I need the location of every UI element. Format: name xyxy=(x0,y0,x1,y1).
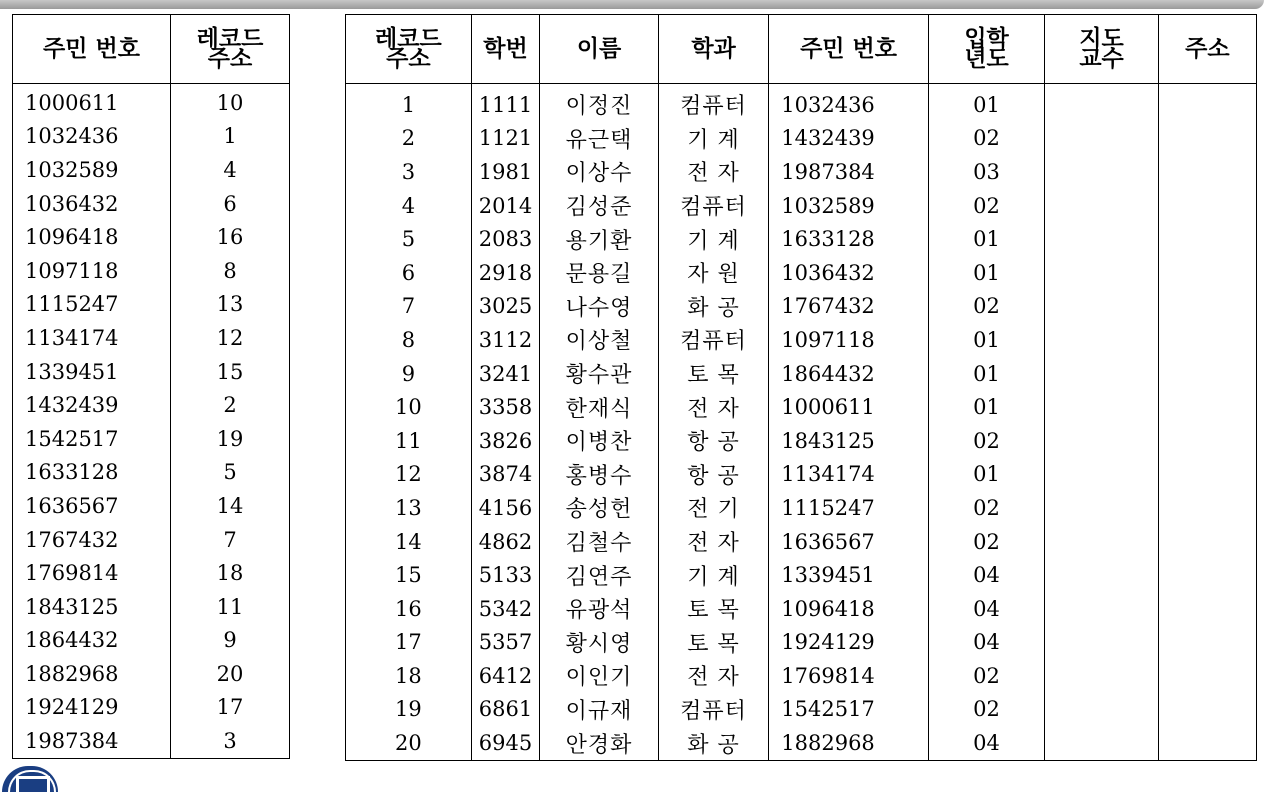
header-line: 주소 xyxy=(207,46,253,72)
cell-admission-year: 02 xyxy=(928,693,1045,727)
cell-record-address: 11 xyxy=(346,424,472,458)
index-cell-ssn: 1096418 xyxy=(13,220,171,254)
cell-admission-year: 02 xyxy=(928,525,1045,559)
cell-ssn: 1987384 xyxy=(769,155,929,189)
cell-address xyxy=(1158,558,1256,592)
cell-admission-year: 01 xyxy=(928,357,1045,391)
cell-record-address: 15 xyxy=(346,558,472,592)
index-cell-ssn: 1767432 xyxy=(13,523,171,557)
cell-ssn: 1134174 xyxy=(769,458,929,492)
cell-record-address: 19 xyxy=(346,693,472,727)
table-row xyxy=(346,84,1257,122)
cell-record-address: 4 xyxy=(346,189,472,223)
index-row xyxy=(13,220,290,254)
index-cell-record-address: 6 xyxy=(171,187,290,221)
cell-advisor xyxy=(1045,390,1158,424)
index-cell-record-address: 3 xyxy=(171,724,290,758)
cell-student-id: 3358 xyxy=(471,390,540,424)
index-header-ssn: 주민 번호 xyxy=(13,15,171,84)
cell-ssn: 1036432 xyxy=(769,256,929,290)
cell-student-id: 6412 xyxy=(471,659,540,693)
cell-name: 문용길 xyxy=(540,256,659,290)
cell-name: 한재식 xyxy=(540,390,659,424)
table-row xyxy=(346,693,1257,727)
cell-department: 자 원 xyxy=(658,256,768,290)
cell-advisor xyxy=(1045,626,1158,660)
university-emblem-icon xyxy=(2,766,58,792)
index-cell-record-address: 16 xyxy=(171,220,290,254)
cell-admission-year: 01 xyxy=(928,390,1045,424)
cell-department: 기 계 xyxy=(658,122,768,156)
table-row xyxy=(346,122,1257,156)
index-header-record-address xyxy=(171,15,290,84)
cell-student-id: 5357 xyxy=(471,626,540,660)
table-row xyxy=(346,726,1257,760)
index-cell-ssn: 1115247 xyxy=(13,288,171,322)
cell-advisor xyxy=(1045,424,1158,458)
cell-advisor xyxy=(1045,525,1158,559)
cell-admission-year: 04 xyxy=(928,592,1045,626)
index-row xyxy=(13,288,290,322)
cell-advisor xyxy=(1045,357,1158,391)
cell-address xyxy=(1158,525,1256,559)
index-row xyxy=(13,556,290,590)
main-header-student-id: 학번 xyxy=(471,15,540,84)
index-row xyxy=(13,657,290,691)
index-row xyxy=(13,489,290,523)
cell-advisor xyxy=(1045,256,1158,290)
cell-advisor xyxy=(1045,189,1158,223)
index-cell-record-address: 2 xyxy=(171,388,290,422)
cell-name: 이인기 xyxy=(540,659,659,693)
index-cell-record-address: 15 xyxy=(171,355,290,389)
cell-address xyxy=(1158,592,1256,626)
cell-name: 안경화 xyxy=(540,726,659,760)
cell-name: 홍병수 xyxy=(540,458,659,492)
cell-advisor xyxy=(1045,693,1158,727)
cell-advisor xyxy=(1045,290,1158,324)
cell-department: 전 기 xyxy=(658,491,768,525)
header-line: 레코드 xyxy=(196,26,264,52)
table-row xyxy=(346,390,1257,424)
cell-record-address: 17 xyxy=(346,626,472,660)
cell-ssn: 1542517 xyxy=(769,693,929,727)
cell-department: 컴퓨터 xyxy=(658,323,768,357)
cell-admission-year: 02 xyxy=(928,189,1045,223)
index-row xyxy=(13,724,290,758)
cell-advisor xyxy=(1045,558,1158,592)
index-cell-record-address: 9 xyxy=(171,624,290,658)
cell-student-id: 2918 xyxy=(471,256,540,290)
cell-record-address: 1 xyxy=(346,84,472,122)
cell-record-address: 3 xyxy=(346,155,472,189)
index-row xyxy=(13,523,290,557)
cell-student-id: 4862 xyxy=(471,525,540,559)
main-header-admission-year: 입학 년도 xyxy=(928,15,1045,84)
cell-name: 이규재 xyxy=(540,693,659,727)
cell-admission-year: 01 xyxy=(928,323,1045,357)
table-row xyxy=(346,491,1257,525)
index-cell-record-address: 8 xyxy=(171,254,290,288)
cell-ssn: 1924129 xyxy=(769,626,929,660)
cell-department: 컴퓨터 xyxy=(658,84,768,122)
cell-student-id: 5342 xyxy=(471,592,540,626)
cell-address xyxy=(1158,491,1256,525)
cell-student-id: 5133 xyxy=(471,558,540,592)
table-row xyxy=(346,424,1257,458)
index-cell-ssn: 1097118 xyxy=(13,254,171,288)
cell-student-id: 3826 xyxy=(471,424,540,458)
main-header-record-address: 레코드 주소 xyxy=(346,15,472,84)
cell-address xyxy=(1158,189,1256,223)
cell-admission-year: 01 xyxy=(928,256,1045,290)
index-cell-ssn: 1032589 xyxy=(13,153,171,187)
cell-student-id: 6945 xyxy=(471,726,540,760)
cell-address xyxy=(1158,726,1256,760)
cell-department: 전 자 xyxy=(658,155,768,189)
cell-address xyxy=(1158,122,1256,156)
index-table xyxy=(12,14,290,759)
table-row xyxy=(346,222,1257,256)
cell-department: 컴퓨터 xyxy=(658,693,768,727)
cell-name: 송성헌 xyxy=(540,491,659,525)
main-header-row xyxy=(346,15,1257,84)
cell-student-id: 3025 xyxy=(471,290,540,324)
cell-department: 항 공 xyxy=(658,424,768,458)
index-row xyxy=(13,254,290,288)
table-row xyxy=(346,626,1257,660)
cell-record-address: 12 xyxy=(346,458,472,492)
index-cell-ssn: 1000611 xyxy=(13,84,171,120)
cell-advisor xyxy=(1045,155,1158,189)
cell-ssn: 1432439 xyxy=(769,122,929,156)
cell-ssn: 1767432 xyxy=(769,290,929,324)
cell-name: 황수관 xyxy=(540,357,659,391)
cell-name: 이병찬 xyxy=(540,424,659,458)
cell-ssn: 1032589 xyxy=(769,189,929,223)
cell-advisor xyxy=(1045,84,1158,122)
cell-admission-year: 04 xyxy=(928,626,1045,660)
cell-advisor xyxy=(1045,323,1158,357)
student-records-table xyxy=(345,14,1257,761)
table-row xyxy=(346,155,1257,189)
cell-address xyxy=(1158,256,1256,290)
cell-name: 유근택 xyxy=(540,122,659,156)
index-row xyxy=(13,590,290,624)
title-bar-strip xyxy=(0,0,1264,9)
index-cell-record-address: 20 xyxy=(171,657,290,691)
cell-record-address: 14 xyxy=(346,525,472,559)
table-row xyxy=(346,525,1257,559)
cell-address xyxy=(1158,693,1256,727)
cell-record-address: 8 xyxy=(346,323,472,357)
table-row xyxy=(346,592,1257,626)
table-row xyxy=(346,323,1257,357)
cell-record-address: 18 xyxy=(346,659,472,693)
cell-ssn: 1339451 xyxy=(769,558,929,592)
index-row xyxy=(13,691,290,725)
cell-record-address: 9 xyxy=(346,357,472,391)
cell-admission-year: 01 xyxy=(928,458,1045,492)
index-cell-ssn: 1432439 xyxy=(13,388,171,422)
cell-ssn: 1864432 xyxy=(769,357,929,391)
cell-name: 김성준 xyxy=(540,189,659,223)
cell-name: 이상수 xyxy=(540,155,659,189)
cell-advisor xyxy=(1045,592,1158,626)
cell-address xyxy=(1158,424,1256,458)
cell-department: 기 계 xyxy=(658,222,768,256)
table-row xyxy=(346,189,1257,223)
cell-ssn: 1633128 xyxy=(769,222,929,256)
cell-ssn: 1882968 xyxy=(769,726,929,760)
index-cell-record-address: 4 xyxy=(171,153,290,187)
cell-name: 김철수 xyxy=(540,525,659,559)
cell-department: 토 목 xyxy=(658,357,768,391)
index-header-row xyxy=(13,15,290,84)
cell-admission-year: 04 xyxy=(928,726,1045,760)
index-cell-ssn: 1769814 xyxy=(13,556,171,590)
table-row xyxy=(346,290,1257,324)
index-cell-record-address: 5 xyxy=(171,456,290,490)
cell-ssn: 1097118 xyxy=(769,323,929,357)
index-cell-record-address: 17 xyxy=(171,691,290,725)
index-row xyxy=(13,321,290,355)
cell-department: 토 목 xyxy=(658,626,768,660)
index-cell-record-address: 18 xyxy=(171,556,290,590)
cell-advisor xyxy=(1045,491,1158,525)
cell-admission-year: 02 xyxy=(928,290,1045,324)
cell-record-address: 5 xyxy=(346,222,472,256)
index-cell-ssn: 1924129 xyxy=(13,691,171,725)
cell-name: 이상철 xyxy=(540,323,659,357)
index-cell-record-address: 13 xyxy=(171,288,290,322)
cell-address xyxy=(1158,222,1256,256)
index-cell-ssn: 1864432 xyxy=(13,624,171,658)
index-cell-record-address: 14 xyxy=(171,489,290,523)
index-cell-ssn: 1542517 xyxy=(13,422,171,456)
cell-student-id: 2083 xyxy=(471,222,540,256)
cell-student-id: 1111 xyxy=(471,84,540,122)
cell-record-address: 2 xyxy=(346,122,472,156)
cell-department: 전 자 xyxy=(658,525,768,559)
cell-advisor xyxy=(1045,726,1158,760)
cell-record-address: 16 xyxy=(346,592,472,626)
cell-student-id: 6861 xyxy=(471,693,540,727)
cell-department: 토 목 xyxy=(658,592,768,626)
index-cell-record-address: 12 xyxy=(171,321,290,355)
main-header-address: 주소 xyxy=(1158,15,1256,84)
cell-name: 황시영 xyxy=(540,626,659,660)
index-cell-ssn: 1987384 xyxy=(13,724,171,758)
cell-student-id: 1981 xyxy=(471,155,540,189)
cell-admission-year: 02 xyxy=(928,491,1045,525)
cell-student-id: 3241 xyxy=(471,357,540,391)
cell-department: 기 계 xyxy=(658,558,768,592)
index-cell-record-address: 1 xyxy=(171,120,290,154)
index-row xyxy=(13,456,290,490)
main-header-name: 이름 xyxy=(540,15,659,84)
cell-admission-year: 03 xyxy=(928,155,1045,189)
cell-department: 화 공 xyxy=(658,290,768,324)
cell-admission-year: 02 xyxy=(928,122,1045,156)
cell-ssn: 1769814 xyxy=(769,659,929,693)
index-row xyxy=(13,187,290,221)
index-cell-ssn: 1036432 xyxy=(13,187,171,221)
cell-admission-year: 02 xyxy=(928,659,1045,693)
cell-department: 전 자 xyxy=(658,659,768,693)
cell-student-id: 3112 xyxy=(471,323,540,357)
index-row xyxy=(13,624,290,658)
cell-record-address: 13 xyxy=(346,491,472,525)
index-cell-ssn: 1633128 xyxy=(13,456,171,490)
index-cell-record-address: 11 xyxy=(171,590,290,624)
cell-ssn: 1843125 xyxy=(769,424,929,458)
cell-student-id: 3874 xyxy=(471,458,540,492)
index-row xyxy=(13,120,290,154)
index-row xyxy=(13,84,290,120)
index-cell-ssn: 1843125 xyxy=(13,590,171,624)
index-cell-record-address: 10 xyxy=(171,84,290,120)
cell-address xyxy=(1158,659,1256,693)
cell-advisor xyxy=(1045,222,1158,256)
cell-address xyxy=(1158,290,1256,324)
index-row xyxy=(13,422,290,456)
cell-record-address: 20 xyxy=(346,726,472,760)
cell-ssn: 1636567 xyxy=(769,525,929,559)
index-row xyxy=(13,153,290,187)
index-cell-ssn: 1134174 xyxy=(13,321,171,355)
cell-ssn: 1000611 xyxy=(769,390,929,424)
cell-address xyxy=(1158,357,1256,391)
index-cell-ssn: 1882968 xyxy=(13,657,171,691)
cell-department: 전 자 xyxy=(658,390,768,424)
table-row xyxy=(346,458,1257,492)
cell-department: 항 공 xyxy=(658,458,768,492)
cell-address xyxy=(1158,155,1256,189)
index-row xyxy=(13,388,290,422)
cell-address xyxy=(1158,626,1256,660)
cell-department: 화 공 xyxy=(658,726,768,760)
cell-ssn: 1032436 xyxy=(769,84,929,122)
cell-advisor xyxy=(1045,458,1158,492)
index-cell-record-address: 7 xyxy=(171,523,290,557)
cell-name: 유광석 xyxy=(540,592,659,626)
cell-advisor xyxy=(1045,659,1158,693)
main-header-department: 학과 xyxy=(658,15,768,84)
cell-name: 나수영 xyxy=(540,290,659,324)
index-cell-ssn: 1032436 xyxy=(13,120,171,154)
cell-address xyxy=(1158,390,1256,424)
cell-admission-year: 02 xyxy=(928,424,1045,458)
cell-address xyxy=(1158,458,1256,492)
cell-name: 김연주 xyxy=(540,558,659,592)
index-cell-ssn: 1636567 xyxy=(13,489,171,523)
index-row xyxy=(13,355,290,389)
table-row xyxy=(346,256,1257,290)
table-row xyxy=(346,558,1257,592)
cell-name: 이정진 xyxy=(540,84,659,122)
cell-address xyxy=(1158,84,1256,122)
cell-student-id: 1121 xyxy=(471,122,540,156)
cell-advisor xyxy=(1045,122,1158,156)
main-header-advisor: 지도 교수 xyxy=(1045,15,1158,84)
cell-ssn: 1096418 xyxy=(769,592,929,626)
cell-admission-year: 01 xyxy=(928,84,1045,122)
index-cell-record-address: 19 xyxy=(171,422,290,456)
cell-admission-year: 01 xyxy=(928,222,1045,256)
cell-record-address: 7 xyxy=(346,290,472,324)
cell-admission-year: 04 xyxy=(928,558,1045,592)
cell-name: 용기환 xyxy=(540,222,659,256)
cell-student-id: 2014 xyxy=(471,189,540,223)
cell-department: 컴퓨터 xyxy=(658,189,768,223)
cell-address xyxy=(1158,323,1256,357)
table-row xyxy=(346,357,1257,391)
cell-ssn: 1115247 xyxy=(769,491,929,525)
index-cell-ssn: 1339451 xyxy=(13,355,171,389)
cell-record-address: 6 xyxy=(346,256,472,290)
cell-record-address: 10 xyxy=(346,390,472,424)
cell-student-id: 4156 xyxy=(471,491,540,525)
main-header-ssn: 주민 번호 xyxy=(769,15,929,84)
table-row xyxy=(346,659,1257,693)
